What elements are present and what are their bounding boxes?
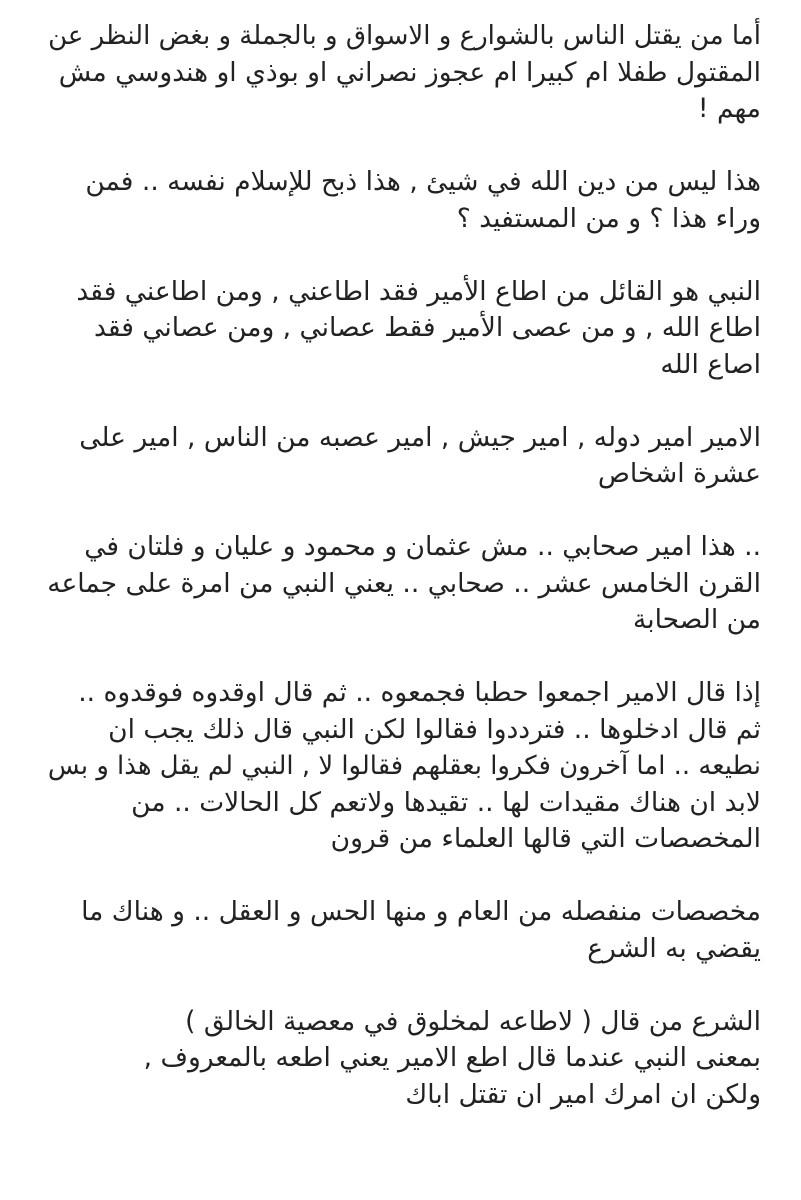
text-line: مهم !: [697, 93, 761, 124]
text-line: نطيعه .. اما آخرون فكروا بعقلهم فقالوا لا , النبي لم يقل هذا و بس: [47, 751, 761, 781]
text-line: وراء هذا ؟ و من المستفيد ؟: [456, 202, 761, 234]
document-body: [40, 18, 761, 1150]
text-line: بمعنى النبي عندما قال اطع الامير يعني اطعه بالمعروف ,: [143, 1042, 761, 1073]
text-line: عشرة اشخاص: [597, 458, 761, 489]
text-line: ثم قال ادخلوها .. فترددوا فقالوا لكن النبي قال ذلك يجب ان: [108, 713, 761, 745]
text-line: اصاع الله: [660, 348, 761, 380]
text-line: المخصصات التي قالها العلماء من قرون: [330, 823, 761, 854]
text-line: يقضي به الشرع: [587, 932, 761, 964]
text-line: اطاع الله , و من عصى الأمير فقط عصاني , ومن عصاني فقد: [93, 312, 761, 343]
text-line: المقتول طفلا ام كبيرا ام عجوز نصراني او بوذي او هندوسي مش: [58, 56, 761, 88]
text-line: الامير امير دوله , امير جيش , امير عصبه من الناس , امير على: [79, 421, 761, 453]
text-line: هذا ليس من دين الله في شيئ , هذا ذبح للإسلام نفسه .. فمن: [85, 166, 761, 197]
text-line: .. هذا امير صحابي .. مش عثمان و محمود و عليان و فلتان في: [84, 531, 761, 562]
text-line: أما من يقتل الناس بالشوارع و الاسواق و بالجملة و بغض النظر عن: [48, 21, 761, 51]
paragraph-1: [40, 18, 761, 128]
text-line: القرن الخامس عشر .. صحابي .. يعني النبي من امرة على جماعه: [47, 567, 761, 599]
paragraph-4: [40, 420, 761, 493]
paragraph-2: [40, 164, 761, 237]
paragraph-3: [40, 274, 761, 384]
text-line: النبي هو القائل من اطاع الأمير فقد اطاعني , ومن اطاعني فقد: [76, 275, 761, 307]
text-line: لابد ان هناك مقيدات لها .. تقيدها ولاتعم كل الحالات .. من: [131, 786, 761, 818]
paragraph-6: [40, 675, 761, 858]
text-line: ولكن ان امرك امير ان تقتل اباك: [405, 1078, 761, 1110]
paragraph-5: [40, 529, 761, 639]
text-line: إذا قال الامير اجمعوا حطبا فجمعوه .. ثم قال اوقدوه فوقدوه ..: [78, 677, 761, 708]
paragraph-8: [40, 1004, 761, 1114]
text-line: مخصصات منفصله من العام و منها الحس و العقل .. و هناك ما: [81, 896, 761, 927]
text-line: من الصحابة: [633, 604, 761, 635]
paragraph-7: [40, 894, 761, 967]
text-line: الشرع من قال ( لاطاعه لمخلوق في معصية الخالق ): [185, 1005, 761, 1037]
